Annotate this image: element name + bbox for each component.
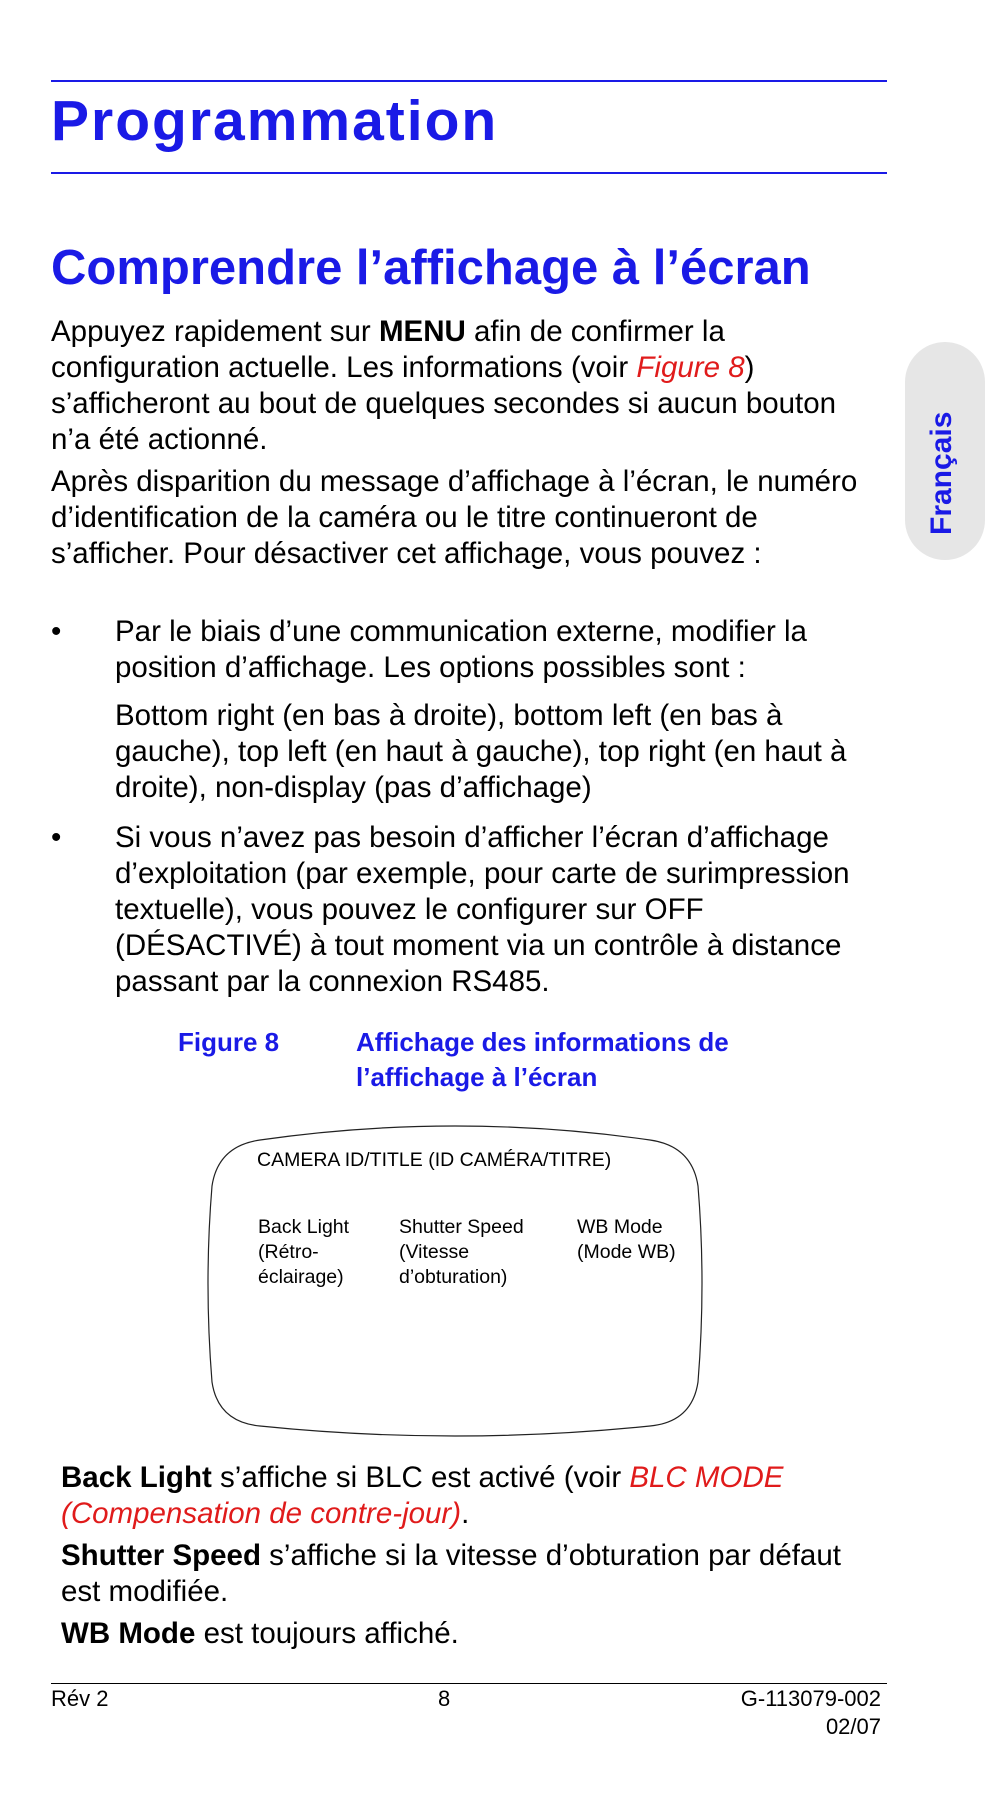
back-light-line-2: (Rétro- [258,1241,319,1263]
bullet-list [51,614,881,1000]
camera-id-label: CAMERA ID/TITLE (ID CAMÉRA/TITRE) [257,1149,612,1171]
language-tab-label: Français [925,411,958,535]
shutter-line-3: d’obturation) [399,1266,508,1288]
blc-mode-link[interactable]: BLC MODE (Compensation de contre-jour) [61,1461,784,1530]
footer-rule [51,1683,887,1684]
figure-8-link[interactable]: Figure 8 [636,351,745,384]
bullet-item-2 [51,820,881,1000]
figure-title: Affichage des informations de l’affichage à l’écran [356,1027,729,1092]
footer-code-number: G-113079-002 [740,1686,881,1711]
bullet-item-1 [51,614,881,686]
back-light-line-1: Back Light [258,1216,350,1238]
back-light-label [258,1215,349,1290]
note-shutter-term: Shutter Speed [61,1539,261,1572]
note-shutter-speed [61,1538,881,1610]
note-wb-mode [61,1616,881,1652]
wb-line-1: WB Mode [577,1216,663,1238]
intro-paragraph-2: Après disparition du message d’affichage à l’écran, le numéro d’identification de la caméra ou le titre continueront de s’afficher. Pour désactiver cet affichage, vous pouvez : [51,465,858,570]
page-title: Programmation [51,89,499,153]
note-back-light-term: Back Light [61,1461,212,1494]
footer-document-code [741,1685,881,1741]
figure-label: Figure 8 [178,1027,280,1057]
shutter-line-2: (Vitesse [399,1241,470,1263]
intro-p1-text-a: Appuyez rapidement sur [51,315,379,348]
bullet-marker: • [51,615,62,648]
note-back-light-text: s’affiche si BLC est activé (voir [211,1461,630,1494]
note-back-light [61,1460,881,1532]
header-rule-bottom [51,172,887,174]
footer-date: 02/07 [825,1714,881,1739]
footer-revision: Rév 2 [51,1686,109,1711]
bullet-marker: • [51,821,62,854]
note-wb-text: est toujours affiché. [195,1617,459,1650]
figure-notes [61,1460,881,1658]
shutter-line-1: Shutter Speed [399,1216,524,1238]
note-back-light-end: . [461,1497,470,1530]
bullet-item-2-text: Si vous n’avez pas besoin d’afficher l’écran d’affichage d’exploitation (par exemple, pour carte de surimpression textuelle), vous pouvez le configurer sur OFF (DÉSACTIVÉ) à tout moment via un contrôle à distance passant par la connexion RS485. [115,821,850,998]
section-heading: Comprendre l’affichage à l’écran [51,241,811,295]
bullet-item-1-options: Bottom right (en bas à droite), bottom left (en bas à gauche), top left (en haut à gauche), top right (en haut à droite), non-display (pas d’affichage) [115,699,847,804]
note-wb-term: WB Mode [61,1617,196,1650]
menu-keyword: MENU [378,315,466,348]
intro-paragraph-1 [51,314,871,458]
footer-page-number: 8 [438,1686,451,1711]
screen-display-figure [200,1120,710,1446]
note-shutter-text: s’affiche si la vitesse d’obturation par défaut est modifiée. [61,1539,841,1608]
intro-p1-text-c: ) s’afficheront au bout de quelques secondes si aucun bouton n’a été actionné. [51,351,837,456]
wb-mode-label [577,1215,676,1265]
header-rule-top [51,80,887,82]
intro-text [51,314,871,578]
intro-p1-text-b: afin de confirmer la configuration actuelle. Les informations (voir [51,315,725,384]
wb-line-2: (Mode WB) [577,1241,676,1263]
back-light-line-3: éclairage) [258,1266,344,1288]
shutter-speed-label [399,1215,524,1290]
bullet-item-1-text: Par le biais d’une communication externe, modifier la position d’affichage. Les options possibles sont : [115,615,807,684]
